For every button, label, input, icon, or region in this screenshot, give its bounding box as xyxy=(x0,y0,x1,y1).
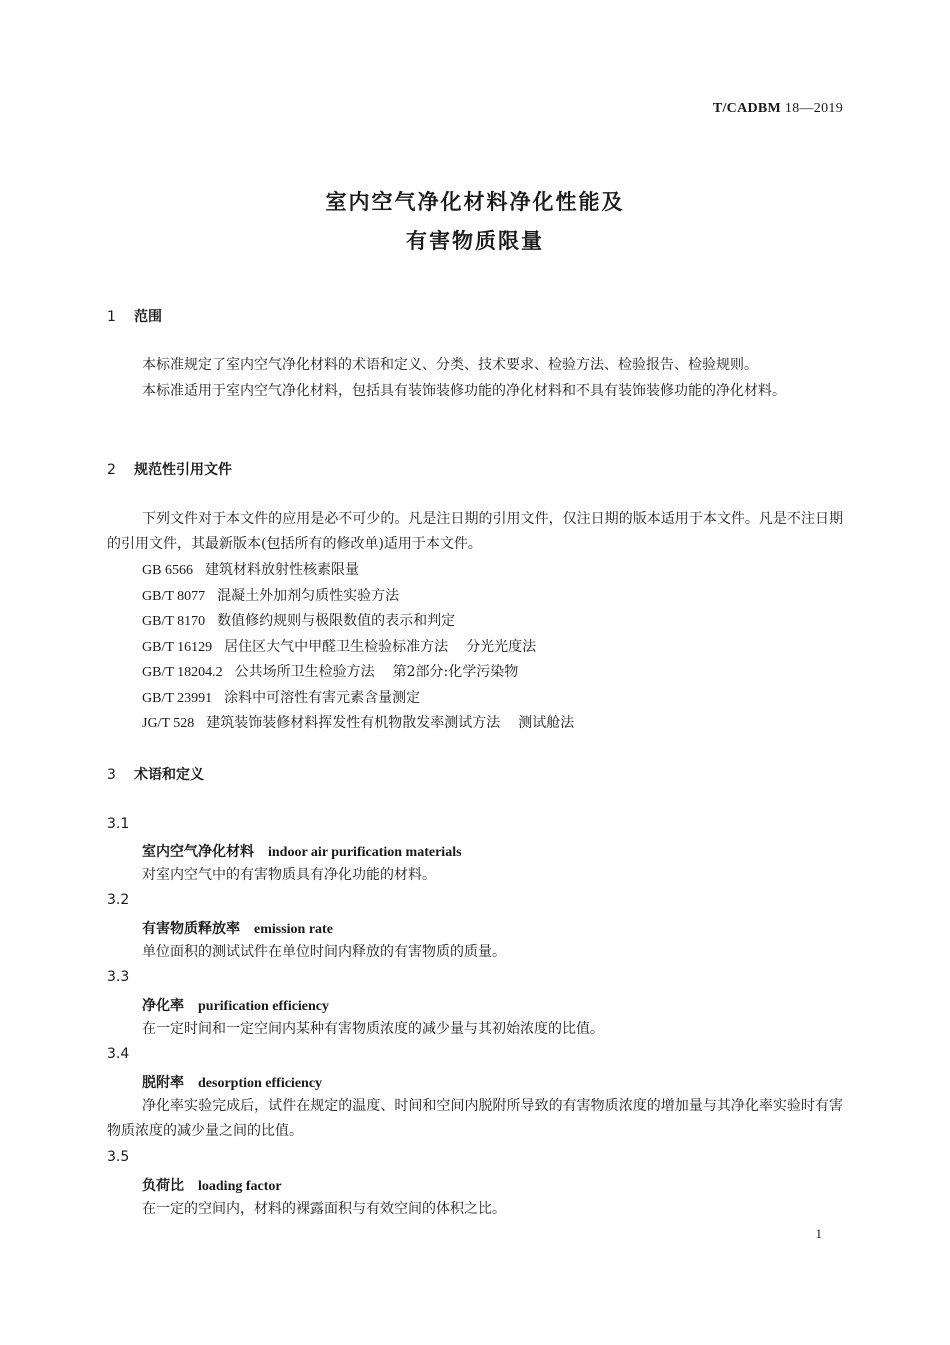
term-number: 3.2 xyxy=(107,892,130,908)
scope-paragraph-2: 本标准适用于室内空气净化材料，包括具有装饰装修功能的净化材料和不具有装饰装修功能的净化材料。 xyxy=(142,383,786,399)
reference-item xyxy=(142,661,518,681)
term-number: 3.3 xyxy=(107,969,130,985)
reference-title: 涂料中可溶性有害元素含量测定 xyxy=(224,690,421,706)
reference-title: 居住区大气中甲醛卫生检验标准方法 xyxy=(224,639,449,655)
term-number: 3.4 xyxy=(107,1046,130,1062)
page-number: 1 xyxy=(815,1226,822,1241)
section-title: 规范性引用文件 xyxy=(134,462,232,478)
reference-code: GB/T 8170 xyxy=(142,614,206,629)
reference-code: GB/T 23991 xyxy=(142,691,213,706)
term-number: 3.5 xyxy=(107,1149,130,1165)
scope-paragraph-1: 本标准规定了室内空气净化材料的术语和定义、分类、技术要求、检验方法、检验报告、检验规则。 xyxy=(142,357,758,373)
standard-code-number: 18—2019 xyxy=(784,101,843,116)
reference-item xyxy=(142,585,399,605)
document-title-line-2: 有害物质限量 xyxy=(406,229,544,253)
references-intro-paragraph: 下列文件对于本文件的应用是必不可少的。凡是注日期的引用文件，仅注日期的版本适用于本文件。凡是不注日期的引用文件，其最新版本(包括所有的修改单)适用于本文件。 xyxy=(107,511,843,552)
reference-item xyxy=(142,636,536,656)
term-definition: 对室内空气中的有害物质具有净化功能的材料。 xyxy=(142,867,436,883)
term-heading xyxy=(142,1072,322,1092)
reference-code: GB/T 8077 xyxy=(142,589,206,604)
reference-code: GB 6566 xyxy=(142,563,193,578)
term-heading xyxy=(142,995,329,1015)
reference-title: 公共场所卫生检验方法 xyxy=(234,664,375,680)
term-chinese: 净化率 xyxy=(142,998,184,1014)
term-chinese: 室内空气净化材料 xyxy=(142,844,254,860)
term-definition: 在一定的空间内，材料的裸露面积与有效空间的体积之比。 xyxy=(142,1201,506,1217)
document-title-line-1: 室内空气净化材料净化性能及 xyxy=(325,190,625,214)
section-number: 1 xyxy=(107,309,116,325)
term-heading xyxy=(142,918,333,938)
standard-code xyxy=(713,101,843,117)
reference-code: GB/T 16129 xyxy=(142,640,213,655)
term-definition: 在一定时间和一定空间内某种有害物质浓度的减少量与其初始浓度的比值。 xyxy=(142,1021,604,1037)
reference-code: JG/T 528 xyxy=(142,716,195,731)
term-heading xyxy=(142,841,462,861)
reference-title: 建筑材料放射性核素限量 xyxy=(204,562,359,578)
term-english: loading factor xyxy=(198,1179,282,1194)
reference-title: 数值修约规则与极限数值的表示和判定 xyxy=(217,613,456,629)
reference-extra: 第2部分:化学污染物 xyxy=(392,664,519,680)
section-heading-normative-references xyxy=(107,459,232,479)
term-definition: 净化率实验完成后，试件在规定的温度、时间和空间内脱附所导致的有害物质浓度的增加量与其净化率实验时有害物质浓度的减少量之间的比值。 xyxy=(107,1098,843,1139)
standard-code-prefix: T/CADBM xyxy=(712,101,782,116)
section-title: 范围 xyxy=(134,309,162,325)
section-title: 术语和定义 xyxy=(134,767,204,783)
reference-item xyxy=(142,610,455,630)
term-chinese: 负荷比 xyxy=(142,1178,184,1194)
term-chinese: 有害物质释放率 xyxy=(142,921,240,937)
term-english: desorption efficiency xyxy=(198,1076,323,1091)
term-english: purification efficiency xyxy=(198,999,330,1014)
term-definition: 单位面积的测试试件在单位时间内释放的有害物质的质量。 xyxy=(142,944,506,960)
reference-extra: 测试舱法 xyxy=(518,715,575,731)
term-number: 3.1 xyxy=(107,816,130,832)
term-english: emission rate xyxy=(254,922,333,937)
reference-code: GB/T 18204.2 xyxy=(142,665,223,680)
term-heading xyxy=(142,1175,282,1195)
term-chinese: 脱附率 xyxy=(142,1075,184,1091)
section-heading-terms-definitions xyxy=(107,764,204,784)
reference-item xyxy=(142,559,359,579)
section-heading-scope xyxy=(107,306,162,326)
section-number: 2 xyxy=(107,462,116,478)
reference-item xyxy=(142,687,420,707)
term-english: indoor air purification materials xyxy=(268,845,462,860)
section-number: 3 xyxy=(107,767,116,783)
reference-extra: 分光光度法 xyxy=(466,639,537,655)
reference-title: 建筑装饰装修材料挥发性有机物散发率测试方法 xyxy=(206,715,501,731)
reference-title: 混凝土外加剂匀质性实验方法 xyxy=(217,588,400,604)
reference-item xyxy=(142,712,574,732)
